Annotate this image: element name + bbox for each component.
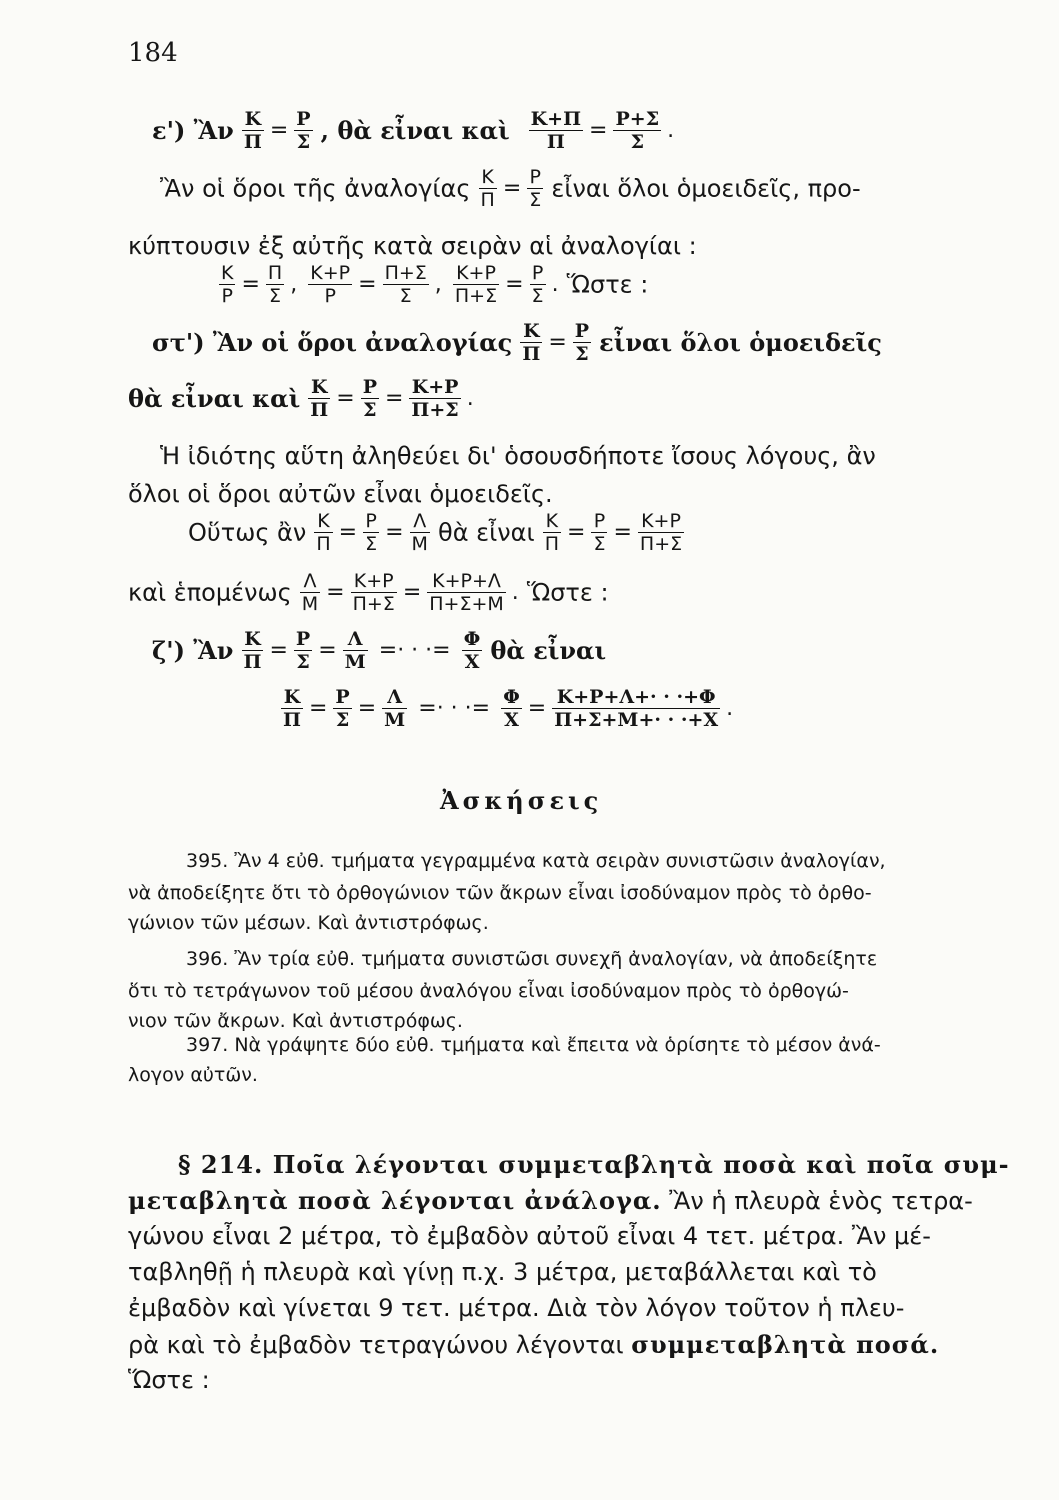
fraction: $\frac{K}{\Pi}$ bbox=[480, 166, 495, 211]
fraction: $\frac{K+P}{\Pi+\Sigma}$ bbox=[639, 510, 683, 555]
key-term: συμμεταβλητὰ ποσά. bbox=[631, 1330, 940, 1359]
rule-z: ζ') Ἂν $\frac{K}{\Pi}$ = $\frac{P}{\Sigma}$ = $\frac{\Lambda}{M}$ =· · ·= $\frac{\Phi}{X}$ θὰ εἶναι bbox=[152, 628, 607, 673]
section-214-title: § 214. Ποῖα λέγονται συμμεταβλητὰ ποσὰ καὶ ποῖα συμ- bbox=[178, 1150, 1010, 1179]
exercise-396-line: 396. Ἂν τρία εὐθ. τμήματα συνιστῶσι συνεχῆ ἀναλογίαν, νὰ ἀποδείξητε bbox=[186, 948, 878, 970]
exercise-397-line: 397. Νὰ γράψητε δύο εὐθ. τμήματα καὶ ἔπειτα νὰ ὁρίσητε τὸ μέσον ἀνά- bbox=[186, 1034, 881, 1056]
example-line: καὶ ἑπομένως $\frac{\Lambda}{M}$ = $\frac{K+P}{\Pi+\Sigma}$ = $\frac{K+P+\Lambda}{\Pi+\Sigma+M}$ . Ὥστε : bbox=[128, 570, 609, 615]
example-line: Οὕτως ἂν $\frac{K}{\Pi}$ = $\frac{P}{\Sigma}$ = $\frac{\Lambda}{M}$ θὰ εἶναι $\frac{K}{\Pi}$ = $\frac{P}{\Sigma}$ = $\frac{K+P}{\Pi+\Sigma}$ bbox=[188, 510, 683, 555]
exercise-395-line: νὰ ἀποδείξητε ὅτι τὸ ὀρθογώνιον τῶν ἄκρων εἶναι ἰσοδύναμον πρὸς τὸ ὀρθο- bbox=[128, 882, 872, 904]
fraction: $\frac{K+P+\Lambda+\cdot \cdot \cdot+\Phi}{\Pi+\Sigma+M+\cdot \cdot \cdot+X}$ bbox=[554, 686, 719, 731]
text-line: κύπτουσιν ἐξ αὐτῆς κατὰ σειρὰν αἱ ἀναλογίαι : bbox=[128, 232, 697, 260]
fraction: $\frac{K+P+\Lambda}{\Pi+\Sigma+M}$ bbox=[429, 570, 504, 615]
proportions-line: $\frac{K}{P}$ = $\frac{\Pi}{\Sigma}$ , $\frac{K+P}{P}$ = $\frac{\Pi+\Sigma}{\Sigma}$ , $\frac{K+P}{\Pi+\Sigma}$ = $\frac{P}{\Sigma}$ . Ὥστε : bbox=[221, 262, 649, 307]
fraction: $\frac{P}{\Sigma}$ bbox=[531, 262, 544, 307]
fraction: $\frac{K+P}{\Pi+\Sigma}$ bbox=[454, 262, 498, 307]
fraction: $\frac{K}{\Pi}$ bbox=[310, 376, 329, 421]
exercise-395-line: 395. Ἂν 4 εὐθ. τμήματα γεγραμμένα κατὰ σειρὰν συνιστῶσιν ἀναλογίαν, bbox=[186, 850, 886, 872]
text-line: ὅλοι οἱ ὅροι αὐτῶν εἶναι ὁμοειδεῖς. bbox=[128, 480, 553, 508]
exercise-396-line: ὅτι τὸ τετράγωνον τοῦ μέσου ἀναλόγου εἶναι ἰσοδύναμον πρὸς τὸ ὀρθογώ- bbox=[128, 980, 849, 1002]
fraction: $\frac{P}{\Sigma}$ bbox=[365, 510, 378, 555]
fraction: $\frac{K+\Pi}{\Pi}$ bbox=[530, 108, 582, 153]
rule-e: ε') Ἂν $\frac{K}{\Pi}$ = $\frac{P}{\Sigma}$ , θὰ εἶναι καὶ $\frac{K+\Pi}{\Pi}$ = $\frac{P+\Sigma}{\Sigma}$ . bbox=[152, 108, 675, 153]
text: καὶ ἑπομένως bbox=[128, 578, 292, 607]
text: Οὕτως ἂν bbox=[188, 518, 307, 547]
section-line: γώνου εἶναι 2 μέτρα, τὸ ἐμβαδὸν αὐτοῦ εἶναι 4 τετ. μέτρα. Ἂν μέ- bbox=[128, 1222, 931, 1250]
condition-line: Ἂν οἱ ὅροι τῆς ἀναλογίας $\frac{K}{\Pi}$ = $\frac{P}{\Sigma}$ εἶναι ὅλοι ὁμοειδεῖς, προ- bbox=[160, 166, 861, 211]
fraction: $\frac{P}{\Sigma}$ bbox=[529, 166, 542, 211]
section-line bbox=[128, 1330, 939, 1359]
rule-st-result: θὰ εἶναι καὶ $\frac{K}{\Pi}$ = $\frac{P}{\Sigma}$ = $\frac{K+P}{\Pi+\Sigma}$ . bbox=[128, 376, 474, 421]
rule-st: στ') Ἂν οἱ ὅροι ἀναλογίας $\frac{K}{\Pi}$ = $\frac{P}{\Sigma}$ εἶναι ὅλοι ὁμοειδεῖς bbox=[152, 320, 882, 365]
text: Ἂν ἡ πλευρὰ ἑνὸς τετρα- bbox=[661, 1187, 973, 1215]
text: θὰ εἶναι bbox=[438, 518, 535, 547]
text: θὰ εἶναι καὶ bbox=[128, 384, 301, 413]
fraction: $\frac{K}{\Pi}$ bbox=[243, 628, 262, 673]
text: ρὰ καὶ τὸ ἐμβαδὸν τετραγώνου λέγονται bbox=[128, 1331, 632, 1359]
fraction: $\frac{\Phi}{X}$ bbox=[503, 686, 520, 731]
text: Ὥστε : bbox=[526, 578, 609, 607]
fraction: $\frac{P}{\Sigma}$ bbox=[574, 320, 590, 365]
fraction: $\frac{K}{\Pi}$ bbox=[283, 686, 301, 731]
text-line: Ἡ ἰδιότης αὕτη ἀληθεύει δι' ὁσουσδήποτε ἴσους λόγους, ἂν bbox=[160, 442, 876, 470]
fraction: $\frac{K}{\Pi}$ bbox=[316, 510, 331, 555]
rule-e-text: , θὰ εἶναι καὶ bbox=[320, 116, 510, 145]
text: Ὥστε : bbox=[566, 270, 649, 299]
rule-z-result: $\frac{K}{\Pi}$ = $\frac{P}{\Sigma}$ = $\frac{\Lambda}{M}$ =· · ·= $\frac{\Phi}{X}$ = $\frac{K+P+\Lambda+\cdot \cdot \cdot+\Phi}{\Pi+\Sigma+M+\cdot \cdot \cdot+X}$ . bbox=[283, 686, 734, 731]
exercises-heading: Ἀσκήσεις bbox=[440, 786, 603, 815]
text: εἶναι ὅλοι ὁμοειδεῖς, προ- bbox=[551, 174, 861, 203]
fraction: $\frac{K}{\Pi}$ bbox=[544, 510, 560, 555]
section-line: ἐμβαδὸν καὶ γίνεται 9 τετ. μέτρα. Διὰ τὸν λόγον τοῦτον ἡ πλευ- bbox=[128, 1294, 905, 1322]
section-line bbox=[128, 1186, 973, 1215]
fraction: $\frac{K}{P}$ bbox=[221, 262, 234, 307]
fraction: $\frac{P}{\Sigma}$ bbox=[296, 108, 311, 153]
fraction: $\frac{P}{\Sigma}$ bbox=[295, 628, 311, 673]
fraction: $\frac{P}{\Sigma}$ bbox=[335, 686, 350, 731]
fraction: $\frac{K}{\Pi}$ bbox=[243, 108, 262, 153]
fraction: $\frac{P}{\Sigma}$ bbox=[362, 376, 377, 421]
fraction: $\frac{\Lambda}{M}$ bbox=[411, 510, 428, 555]
text: θὰ εἶναι bbox=[490, 636, 607, 665]
section-title-cont: μεταβλητὰ ποσὰ λέγονται ἀνάλογα. bbox=[128, 1186, 662, 1215]
section-line: ταβληθῇ ἡ πλευρὰ καὶ γίνῃ π.χ. 3 μέτρα, μεταβάλλεται καὶ τὸ bbox=[128, 1258, 877, 1286]
section-line: Ὥστε : bbox=[128, 1366, 210, 1394]
text: εἶναι ὅλοι ὁμοειδεῖς bbox=[599, 328, 882, 357]
fraction: $\frac{K}{\Pi}$ bbox=[522, 320, 541, 365]
exercise-396-line: νιον τῶν ἄκρων. Καὶ ἀντιστρόφως. bbox=[128, 1010, 463, 1032]
rule-st-label: στ') Ἂν οἱ ὅροι ἀναλογίας bbox=[152, 328, 513, 357]
fraction: $\frac{K+P}{\Pi+\Sigma}$ bbox=[352, 570, 395, 615]
fraction: $\frac{K+P}{\Pi+\Sigma}$ bbox=[411, 376, 459, 421]
fraction: $\frac{K+P}{P}$ bbox=[310, 262, 351, 307]
text: Ἂν οἱ ὅροι τῆς ἀναλογίας bbox=[160, 174, 471, 203]
fraction: $\frac{\Lambda}{M}$ bbox=[384, 686, 406, 731]
ellipsis: =· · ·= bbox=[418, 696, 491, 721]
rule-e-label: ε') Ἂν bbox=[152, 116, 234, 145]
rule-z-label: ζ') Ἂν bbox=[152, 636, 234, 665]
page-number: 184 bbox=[128, 38, 178, 68]
fraction: $\frac{P}{\Sigma}$ bbox=[593, 510, 606, 555]
exercise-397-line: λογον αὐτῶν. bbox=[128, 1064, 258, 1086]
fraction: $\frac{P+\Sigma}{\Sigma}$ bbox=[615, 108, 660, 153]
fraction: $\frac{\Lambda}{M}$ bbox=[344, 628, 366, 673]
fraction: $\frac{\Phi}{X}$ bbox=[463, 628, 481, 673]
ellipsis: =· · ·= bbox=[378, 638, 451, 663]
exercise-395-line: γώνιον τῶν μέσων. Καὶ ἀντιστρόφως. bbox=[128, 912, 489, 934]
fraction: $\frac{\Pi+\Sigma}{\Sigma}$ bbox=[384, 262, 427, 307]
fraction: $\frac{\Pi}{\Sigma}$ bbox=[267, 262, 283, 307]
fraction: $\frac{\Lambda}{M}$ bbox=[301, 570, 319, 615]
